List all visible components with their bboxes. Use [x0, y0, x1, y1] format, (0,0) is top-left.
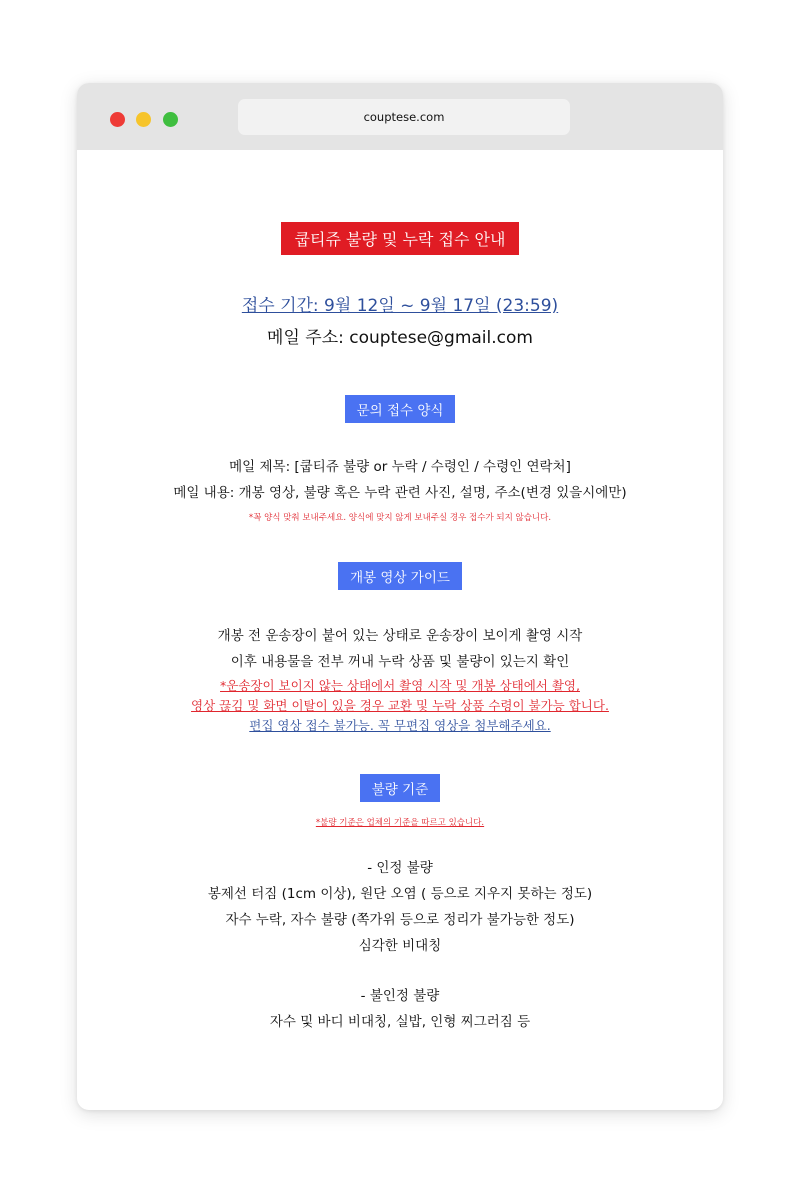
- browser-window: [77, 83, 723, 1110]
- page-title: 쿱티쥬 불량 및 누락 접수 안내: [281, 222, 520, 255]
- defect-section-header: [77, 774, 723, 802]
- rejected-defect-item: 자수 및 바디 비대칭, 실밥, 인형 찌그러짐 등: [269, 1014, 531, 1030]
- video-guide-line-2: 이후 내용물을 전부 꺼내 누락 상품 및 불량이 있는지 확인: [230, 654, 570, 670]
- page-content: [77, 150, 723, 1110]
- form-body-line: 메일 내용: 개봉 영상, 불량 혹은 누락 관련 사진, 설명, 주소(변경 있을시에만): [173, 485, 627, 501]
- video-section-header: [77, 562, 723, 590]
- video-warning-line-1: *운송장이 보이지 않는 상태에서 촬영 시작 및 개봉 상태에서 촬영,: [220, 678, 580, 693]
- email-address: 메일 주소: couptese@gmail.com: [267, 328, 533, 348]
- defect-note: *불량 기준은 업체의 기준을 따르고 있습니다.: [315, 818, 485, 828]
- accepted-defect-item: 심각한 비대칭: [358, 938, 442, 954]
- form-subject-line: 메일 제목: [쿱티쥬 불량 or 누락 / 수령인 / 수령인 연락처]: [229, 459, 571, 475]
- defect-section-badge: 불량 기준: [360, 774, 440, 802]
- accepted-defect-item: 자수 누락, 자수 불량 (쪽가위 등으로 정리가 불가능한 정도): [225, 912, 575, 928]
- browser-titlebar: [77, 83, 723, 150]
- address-bar[interactable]: [238, 99, 570, 135]
- close-window-button[interactable]: [110, 112, 125, 127]
- address-bar-url: couptese.com: [363, 110, 445, 124]
- form-section-header: [77, 395, 723, 423]
- reception-period: 접수 기간: 9월 12일 ~ 9월 17일 (23:59): [241, 296, 559, 316]
- video-guide-line-1: 개봉 전 운송장이 붙어 있는 상태로 운송장이 보이게 촬영 시작: [217, 628, 583, 644]
- rejected-defects-heading: - 불인정 불량: [360, 988, 440, 1004]
- accepted-defect-item: 봉제선 터짐 (1cm 이상), 원단 오염 ( 등으로 지우지 못하는 정도): [207, 886, 593, 902]
- video-section-badge: 개봉 영상 가이드: [338, 562, 462, 590]
- title-row: [77, 222, 723, 255]
- video-warning-line-2: 영상 끊김 및 화면 이탈이 있을 경우 교환 및 누락 상품 수령이 불가능 합니다.: [191, 698, 609, 713]
- accepted-defects-heading: - 인정 불량: [367, 860, 433, 876]
- minimize-window-button[interactable]: [136, 112, 151, 127]
- form-section-badge: 문의 접수 양식: [345, 395, 456, 423]
- maximize-window-button[interactable]: [163, 112, 178, 127]
- video-warning-line-3: 편집 영상 접수 불가능. 꼭 무편집 영상을 첨부해주세요.: [249, 718, 551, 733]
- form-note: *꼭 양식 맞춰 보내주세요. 양식에 맞지 않게 보내주실 경우 접수가 되지 않습니다.: [248, 513, 552, 523]
